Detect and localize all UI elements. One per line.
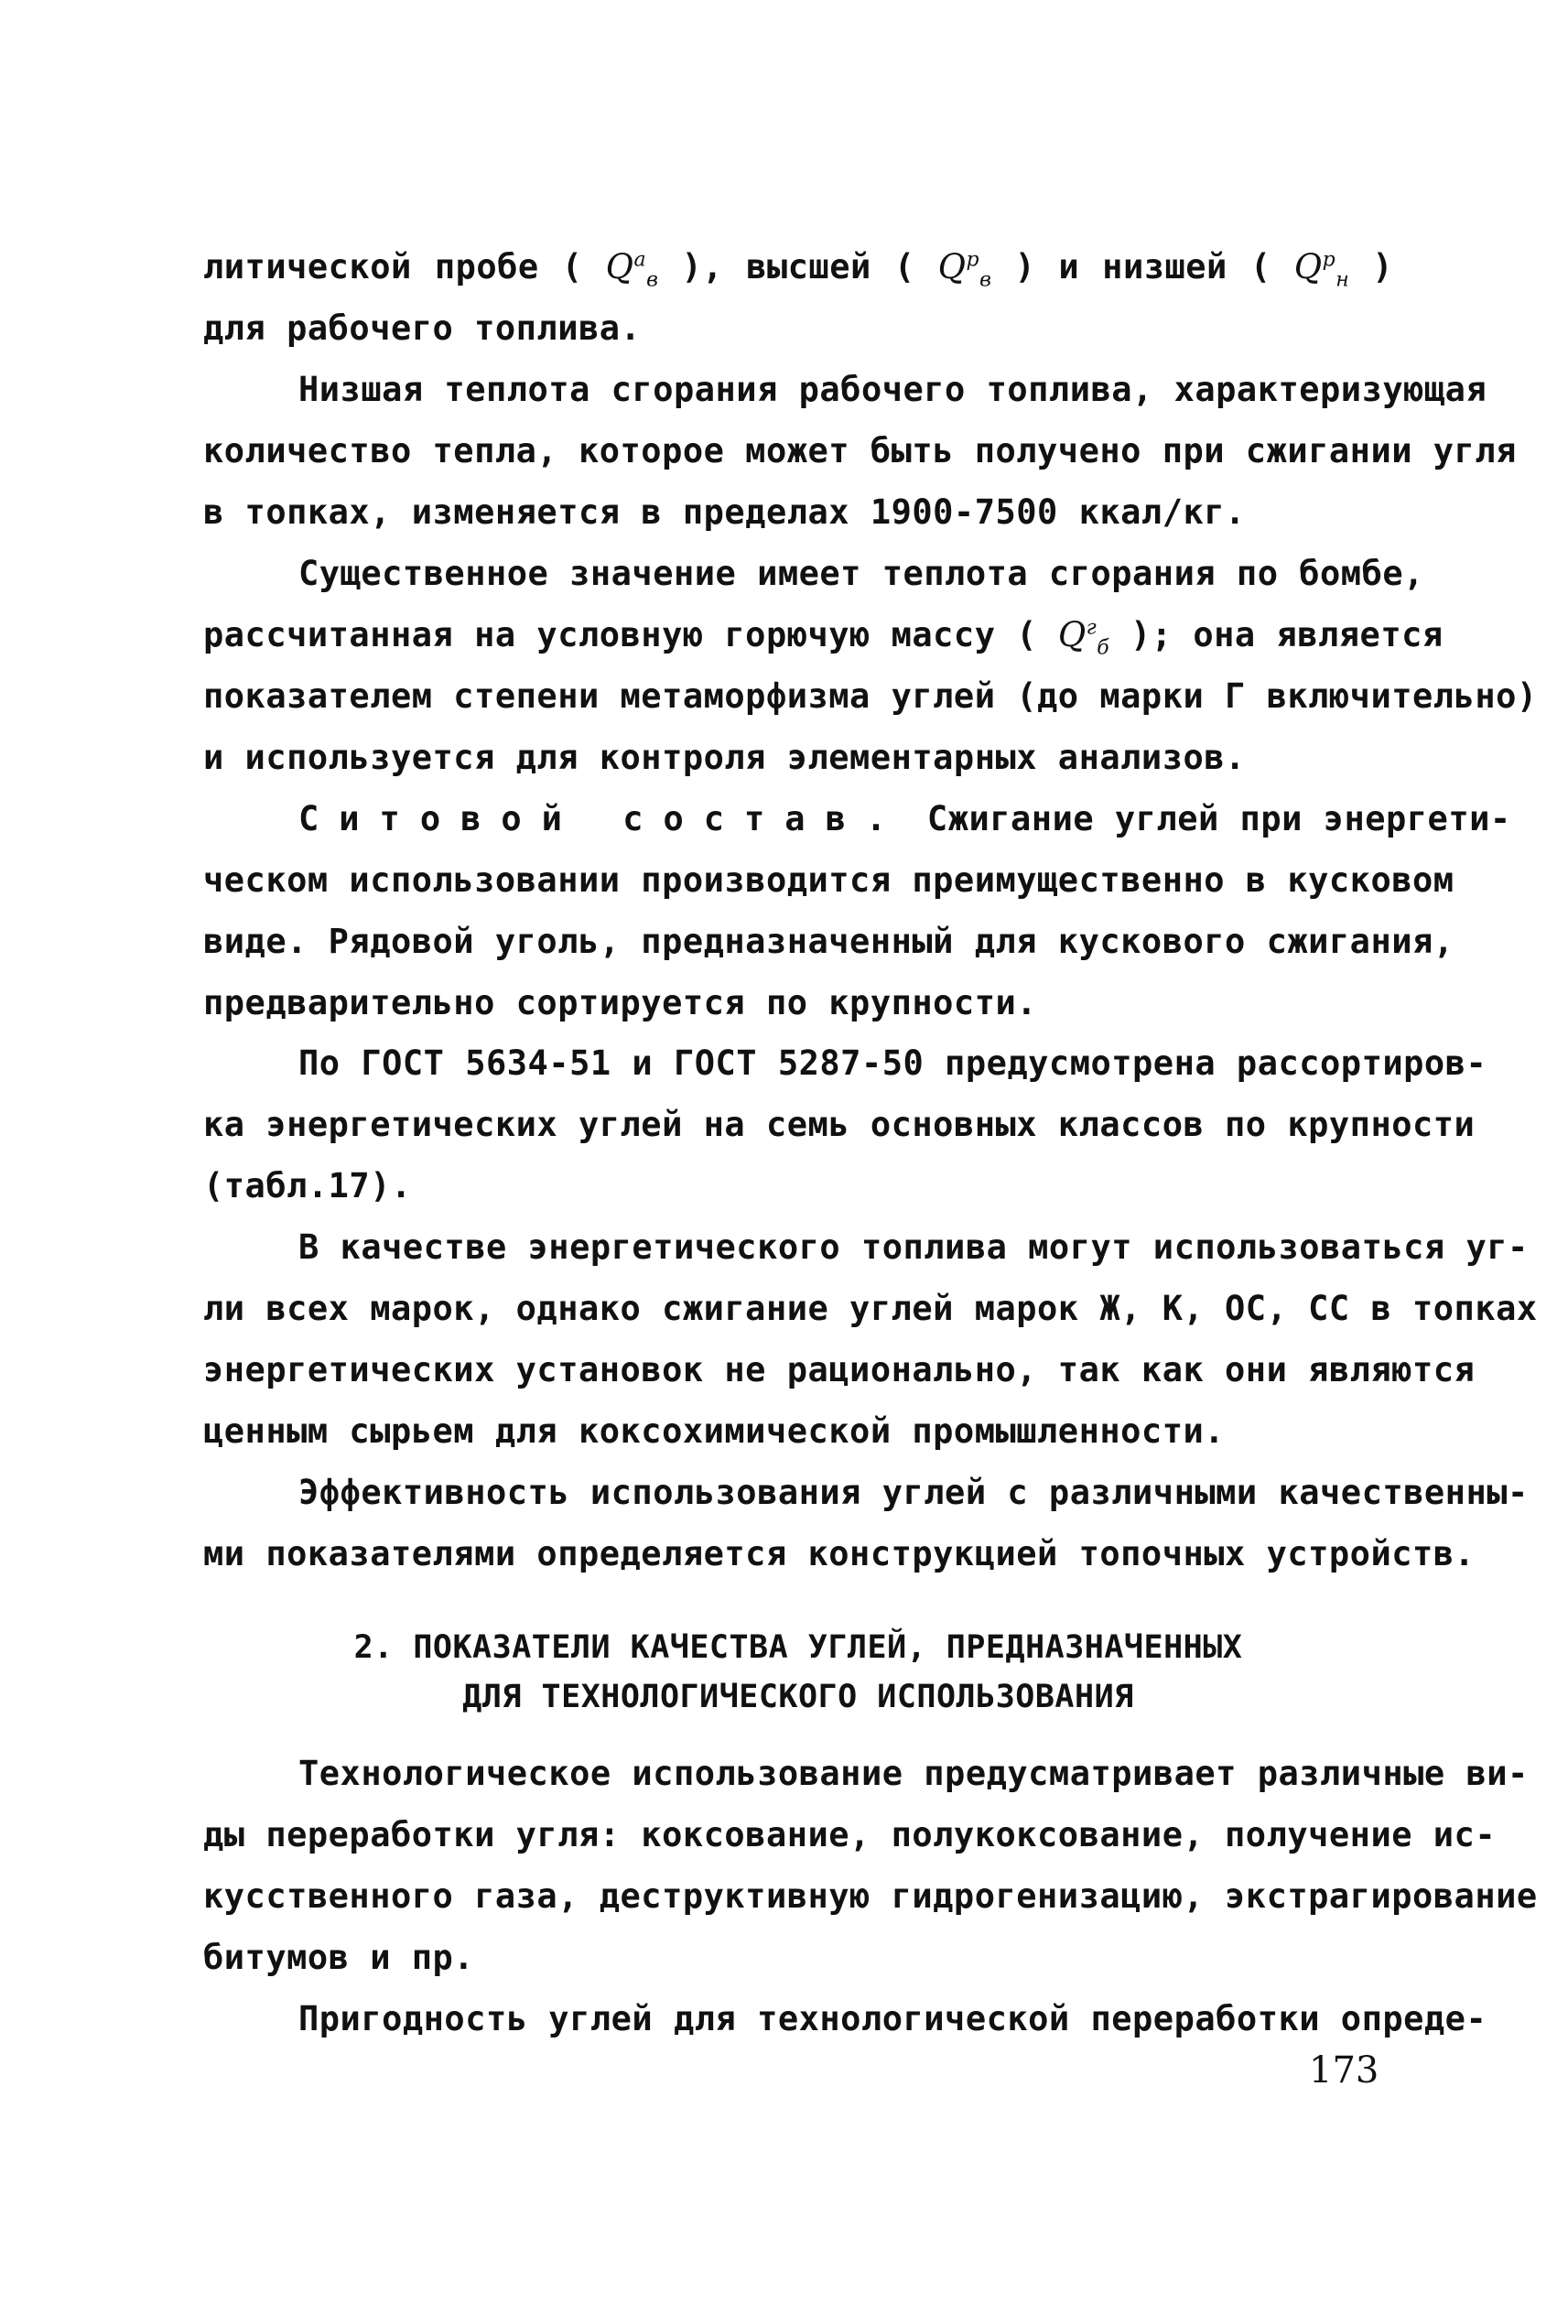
spaced-term: Ситовой состав. xyxy=(298,799,907,838)
text-segment: ) xyxy=(1372,247,1394,286)
paragraph-3-line-4: и используется для контроля элементарных анализов. xyxy=(203,738,1246,777)
paragraph-7 xyxy=(203,1462,1529,1584)
paragraph-6-line-4: ценным сырьем для коксохимической промышленности. xyxy=(203,1411,1226,1451)
paragraph-6-line-1: В качестве энергетического топлива могут использоваться уг- xyxy=(298,1227,1529,1267)
paragraph-8 xyxy=(203,1743,1538,1988)
paragraph-8-line-2: ды переработки угля: коксование, полукоксование, получение ис- xyxy=(203,1815,1497,1854)
paragraph-3 xyxy=(203,543,1538,788)
formula-base: Q xyxy=(1293,247,1323,286)
paragraph-3-line-1: Существенное значение имеет теплота сгорания по бомбе, xyxy=(298,554,1424,593)
paragraph-2-line-3: в топках, изменяется в пределах 1900-7500 ккал/кг. xyxy=(203,492,1246,532)
paragraph-9-line-1: Пригодность углей для технологической переработки опреде- xyxy=(298,1999,1487,2038)
text-segment: рассчитанная на условную горючую массу ( xyxy=(203,615,1038,654)
formula-subscript: н xyxy=(1336,268,1350,292)
formula-superscript: р xyxy=(1322,248,1336,272)
paragraph-1-line-1 xyxy=(203,236,1393,297)
formula-base: Q xyxy=(937,247,967,286)
formula-subscript: в xyxy=(646,268,659,292)
paragraph-5-line-3: (табл.17). xyxy=(203,1166,412,1205)
formula-subscript: в xyxy=(979,268,992,292)
paragraph-3-line-2 xyxy=(203,604,1444,665)
formula-q-bomb xyxy=(1057,615,1110,660)
formula-q-analytic xyxy=(605,247,659,292)
paragraph-6-line-3: энергетических установок не рационально, так как они являются xyxy=(203,1350,1476,1389)
paragraph-4-line-3: виде. Рядовой уголь, предназначенный для кускового сжигания, xyxy=(203,922,1454,961)
formula-q-higher xyxy=(937,247,992,292)
paragraph-9 xyxy=(203,1988,1487,2049)
paragraph-2-line-1: Низшая теплота сгорания рабочего топлива, характеризующая xyxy=(298,370,1487,409)
paragraph-4-line-2: ческом использовании производится преимущественно в кусковом xyxy=(203,860,1454,900)
paragraph-5 xyxy=(203,1032,1487,1216)
formula-superscript: г xyxy=(1086,616,1098,640)
formula-base: Q xyxy=(605,247,634,286)
paragraph-1 xyxy=(203,236,1393,359)
formula-superscript: a xyxy=(633,248,647,272)
paragraph-8-line-3: кусственного газа, деструктивную гидрогенизацию, экстрагирование xyxy=(203,1876,1538,1916)
formula-subscript: б xyxy=(1097,636,1110,660)
paragraph-4-line-1 xyxy=(203,788,1511,849)
paragraph-6-line-2: ли всех марок, однако сжигание углей марок Ж, К, ОС, СС в топках xyxy=(203,1289,1538,1328)
formula-superscript: р xyxy=(966,248,980,272)
text-segment: ), высшей ( xyxy=(681,247,915,286)
section-heading xyxy=(203,1623,1393,1722)
paragraph-7-line-2: ми показателями определяется конструкцией топочных устройств. xyxy=(203,1534,1476,1573)
paragraph-6 xyxy=(203,1216,1538,1462)
text-segment: Сжигание углей при энергети- xyxy=(926,799,1511,838)
page-number: 173 xyxy=(1309,2049,1379,2092)
text-segment: ); она является xyxy=(1130,615,1444,654)
paragraph-2-line-2: количество тепла, которое может быть получено при сжигании угля xyxy=(203,431,1517,470)
paragraph-3-line-3: показателем степени метаморфизма углей (до марки Г включительно) xyxy=(203,676,1538,716)
paragraph-4-line-4: предварительно сортируется по крупности. xyxy=(203,983,1038,1022)
paragraph-4 xyxy=(203,788,1511,1033)
formula-q-lower xyxy=(1293,247,1350,292)
paragraph-8-line-4: битумов и пр. xyxy=(203,1938,475,1977)
paragraph-1-line-2: для рабочего топлива. xyxy=(203,308,642,348)
section-heading-line-1: 2. ПОКАЗАТЕЛИ КАЧЕСТВА УГЛЕЙ, ПРЕДНАЗНАЧЕННЫХ xyxy=(353,1629,1243,1666)
section-heading-line-2: ДЛЯ ТЕХНОЛОГИЧЕСКОГО ИСПОЛЬЗОВАНИЯ xyxy=(462,1679,1134,1715)
paragraph-5-line-1: По ГОСТ 5634-51 и ГОСТ 5287-50 предусмотрена рассортиров- xyxy=(298,1043,1487,1083)
paragraph-7-line-1: Эффективность использования углей с различными качественны- xyxy=(298,1473,1529,1512)
text-segment: литической пробе ( xyxy=(203,247,583,286)
text-segment: ) и низшей ( xyxy=(1014,247,1271,286)
formula-base: Q xyxy=(1057,615,1087,654)
paragraph-8-line-1: Технологическое использование предусматривает различные ви- xyxy=(298,1754,1529,1793)
paragraph-2 xyxy=(203,359,1517,543)
paragraph-5-line-2: ка энергетических углей на семь основных классов по крупности xyxy=(203,1105,1476,1144)
